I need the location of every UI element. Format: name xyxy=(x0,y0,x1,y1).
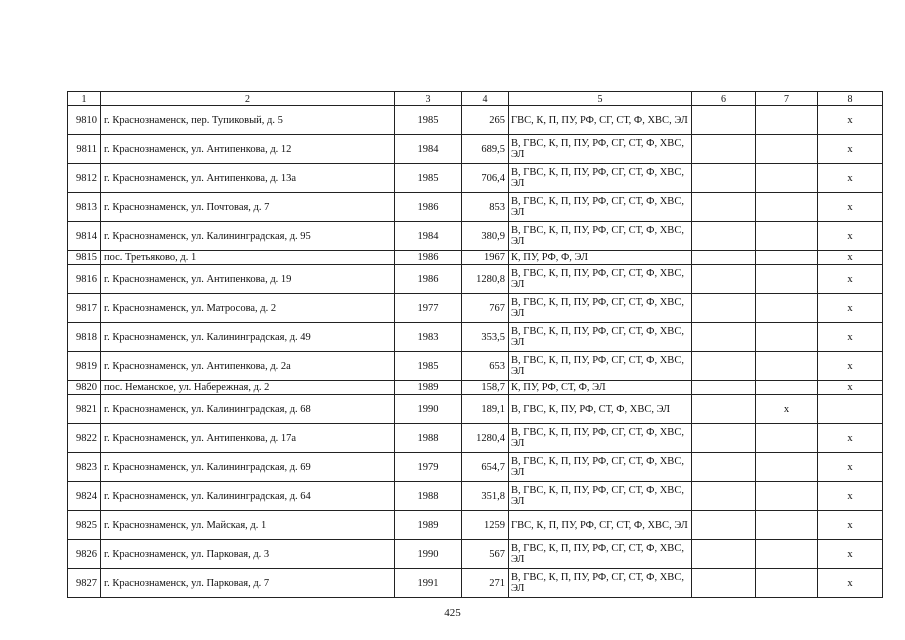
column-7-cell xyxy=(756,569,818,598)
year-cell: 1986 xyxy=(395,251,462,265)
column-7-cell xyxy=(756,482,818,511)
year-cell: 1977 xyxy=(395,294,462,323)
area-cell: 265 xyxy=(462,106,509,135)
area-cell: 380,9 xyxy=(462,222,509,251)
systems-cell: ГВС, К, П, ПУ, РФ, СГ, СТ, Ф, ХВС, ЭЛ xyxy=(509,511,692,540)
column-8-cell: х xyxy=(818,323,883,352)
row-number-cell: 9812 xyxy=(68,164,101,193)
column-7-cell xyxy=(756,352,818,381)
column-8-cell: х xyxy=(818,453,883,482)
column-8-cell: х xyxy=(818,381,883,395)
column-8-cell: х xyxy=(818,222,883,251)
year-cell: 1988 xyxy=(395,482,462,511)
address-cell: г. Краснознаменск, ул. Антипенкова, д. 12 xyxy=(101,135,395,164)
systems-cell: В, ГВС, К, П, ПУ, РФ, СГ, СТ, Ф, ХВС, ЭЛ xyxy=(509,135,692,164)
header-cell-2: 2 xyxy=(101,92,395,106)
address-cell: г. Краснознаменск, ул. Калининградская, д. 64 xyxy=(101,482,395,511)
area-cell: 353,5 xyxy=(462,323,509,352)
column-6-cell xyxy=(692,511,756,540)
column-8-cell: х xyxy=(818,540,883,569)
column-8-cell: х xyxy=(818,424,883,453)
table-row xyxy=(68,294,883,323)
year-cell: 1986 xyxy=(395,265,462,294)
table-row xyxy=(68,453,883,482)
year-cell: 1989 xyxy=(395,381,462,395)
column-7-cell xyxy=(756,424,818,453)
column-7-cell xyxy=(756,294,818,323)
header-cell-7: 7 xyxy=(756,92,818,106)
row-number-cell: 9810 xyxy=(68,106,101,135)
column-8-cell: х xyxy=(818,164,883,193)
systems-cell: В, ГВС, К, П, ПУ, РФ, СГ, СТ, Ф, ХВС, ЭЛ xyxy=(509,352,692,381)
column-7-cell xyxy=(756,164,818,193)
year-cell: 1984 xyxy=(395,135,462,164)
area-cell: 767 xyxy=(462,294,509,323)
column-6-cell xyxy=(692,352,756,381)
address-cell: г. Краснознаменск, ул. Парковая, д. 3 xyxy=(101,540,395,569)
address-cell: г. Краснознаменск, ул. Калининградская, д. 69 xyxy=(101,453,395,482)
area-cell: 853 xyxy=(462,193,509,222)
column-6-cell xyxy=(692,569,756,598)
area-cell: 1280,4 xyxy=(462,424,509,453)
systems-cell: К, ПУ, РФ, СТ, Ф, ЭЛ xyxy=(509,381,692,395)
year-cell: 1985 xyxy=(395,352,462,381)
header-cell-5: 5 xyxy=(509,92,692,106)
address-cell: г. Краснознаменск, ул. Матросова, д. 2 xyxy=(101,294,395,323)
column-8-cell: х xyxy=(818,193,883,222)
column-6-cell xyxy=(692,193,756,222)
row-number-cell: 9817 xyxy=(68,294,101,323)
column-6-cell xyxy=(692,424,756,453)
area-cell: 271 xyxy=(462,569,509,598)
systems-cell: В, ГВС, К, П, ПУ, РФ, СГ, СТ, Ф, ХВС, ЭЛ xyxy=(509,323,692,352)
header-cell-8: 8 xyxy=(818,92,883,106)
year-cell: 1989 xyxy=(395,511,462,540)
area-cell: 1259 xyxy=(462,511,509,540)
header-cell-6: 6 xyxy=(692,92,756,106)
year-cell: 1986 xyxy=(395,193,462,222)
year-cell: 1991 xyxy=(395,569,462,598)
area-cell: 689,5 xyxy=(462,135,509,164)
area-cell: 706,4 xyxy=(462,164,509,193)
address-cell: г. Краснознаменск, ул. Калининградская, д. 95 xyxy=(101,222,395,251)
address-cell: г. Краснознаменск, ул. Антипенкова, д. 19 xyxy=(101,265,395,294)
table-row xyxy=(68,540,883,569)
header-cell-1: 1 xyxy=(68,92,101,106)
column-7-cell xyxy=(756,453,818,482)
table-row xyxy=(68,135,883,164)
column-7-cell xyxy=(756,323,818,352)
column-7-cell xyxy=(756,193,818,222)
column-6-cell xyxy=(692,323,756,352)
area-cell: 189,1 xyxy=(462,395,509,424)
table-row xyxy=(68,106,883,135)
year-cell: 1990 xyxy=(395,395,462,424)
row-number-cell: 9815 xyxy=(68,251,101,265)
systems-cell: В, ГВС, К, П, ПУ, РФ, СГ, СТ, Ф, ХВС, ЭЛ xyxy=(509,265,692,294)
address-cell: г. Краснознаменск, ул. Парковая, д. 7 xyxy=(101,569,395,598)
header-cell-3: 3 xyxy=(395,92,462,106)
area-cell: 1967 xyxy=(462,251,509,265)
column-8-cell: х xyxy=(818,251,883,265)
address-cell: г. Краснознаменск, ул. Калининградская, д. 68 xyxy=(101,395,395,424)
table-body xyxy=(68,92,883,598)
table-row xyxy=(68,511,883,540)
row-number-cell: 9827 xyxy=(68,569,101,598)
address-cell: пос. Неманское, ул. Набережная, д. 2 xyxy=(101,381,395,395)
column-7-cell xyxy=(756,511,818,540)
column-8-cell: х xyxy=(818,511,883,540)
address-cell: г. Краснознаменск, ул. Майская, д. 1 xyxy=(101,511,395,540)
systems-cell: В, ГВС, К, П, ПУ, РФ, СГ, СТ, Ф, ХВС, ЭЛ xyxy=(509,164,692,193)
column-8-cell: х xyxy=(818,569,883,598)
table-row xyxy=(68,395,883,424)
table-row xyxy=(68,222,883,251)
header-row xyxy=(68,92,883,106)
year-cell: 1985 xyxy=(395,164,462,193)
column-6-cell xyxy=(692,453,756,482)
column-6-cell xyxy=(692,106,756,135)
column-7-cell xyxy=(756,222,818,251)
table-row xyxy=(68,569,883,598)
column-8-cell: х xyxy=(818,482,883,511)
row-number-cell: 9818 xyxy=(68,323,101,352)
column-8-cell: х xyxy=(818,294,883,323)
systems-cell: В, ГВС, К, П, ПУ, РФ, СГ, СТ, Ф, ХВС, ЭЛ xyxy=(509,540,692,569)
systems-cell: В, ГВС, К, П, ПУ, РФ, СГ, СТ, Ф, ХВС, ЭЛ xyxy=(509,453,692,482)
column-8-cell: х xyxy=(818,106,883,135)
address-cell: г. Краснознаменск, ул. Почтовая, д. 7 xyxy=(101,193,395,222)
column-8-cell xyxy=(818,395,883,424)
area-cell: 653 xyxy=(462,352,509,381)
systems-cell: В, ГВС, К, П, ПУ, РФ, СГ, СТ, Ф, ХВС, ЭЛ xyxy=(509,482,692,511)
column-8-cell: х xyxy=(818,352,883,381)
address-cell: г. Краснознаменск, ул. Антипенкова, д. 2а xyxy=(101,352,395,381)
column-7-cell xyxy=(756,251,818,265)
column-7-cell xyxy=(756,381,818,395)
address-cell: пос. Третьяково, д. 1 xyxy=(101,251,395,265)
row-number-cell: 9822 xyxy=(68,424,101,453)
area-cell: 351,8 xyxy=(462,482,509,511)
year-cell: 1990 xyxy=(395,540,462,569)
year-cell: 1988 xyxy=(395,424,462,453)
row-number-cell: 9825 xyxy=(68,511,101,540)
systems-cell: В, ГВС, К, П, ПУ, РФ, СГ, СТ, Ф, ХВС, ЭЛ xyxy=(509,222,692,251)
year-cell: 1979 xyxy=(395,453,462,482)
column-6-cell xyxy=(692,482,756,511)
table-row xyxy=(68,352,883,381)
column-7-cell: х xyxy=(756,395,818,424)
table-row xyxy=(68,265,883,294)
row-number-cell: 9811 xyxy=(68,135,101,164)
column-6-cell xyxy=(692,395,756,424)
row-number-cell: 9814 xyxy=(68,222,101,251)
address-cell: г. Краснознаменск, ул. Антипенкова, д. 13а xyxy=(101,164,395,193)
row-number-cell: 9819 xyxy=(68,352,101,381)
column-6-cell xyxy=(692,381,756,395)
systems-cell: В, ГВС, К, П, ПУ, РФ, СГ, СТ, Ф, ХВС, ЭЛ xyxy=(509,193,692,222)
systems-cell: К, ПУ, РФ, Ф, ЭЛ xyxy=(509,251,692,265)
address-cell: г. Краснознаменск, ул. Антипенкова, д. 17а xyxy=(101,424,395,453)
column-8-cell: х xyxy=(818,265,883,294)
column-6-cell xyxy=(692,265,756,294)
header-cell-4: 4 xyxy=(462,92,509,106)
row-number-cell: 9820 xyxy=(68,381,101,395)
table-row xyxy=(68,424,883,453)
column-6-cell xyxy=(692,135,756,164)
systems-cell: В, ГВС, К, ПУ, РФ, СТ, Ф, ХВС, ЭЛ xyxy=(509,395,692,424)
table-row xyxy=(68,482,883,511)
address-cell: г. Краснознаменск, ул. Калининградская, д. 49 xyxy=(101,323,395,352)
row-number-cell: 9823 xyxy=(68,453,101,482)
column-6-cell xyxy=(692,540,756,569)
column-6-cell xyxy=(692,251,756,265)
table-row xyxy=(68,381,883,395)
table-row xyxy=(68,323,883,352)
column-7-cell xyxy=(756,265,818,294)
column-6-cell xyxy=(692,164,756,193)
systems-cell: ГВС, К, П, ПУ, РФ, СГ, СТ, Ф, ХВС, ЭЛ xyxy=(509,106,692,135)
column-7-cell xyxy=(756,540,818,569)
column-7-cell xyxy=(756,106,818,135)
systems-cell: В, ГВС, К, П, ПУ, РФ, СГ, СТ, Ф, ХВС, ЭЛ xyxy=(509,294,692,323)
address-cell: г. Краснознаменск, пер. Тупиковый, д. 5 xyxy=(101,106,395,135)
year-cell: 1983 xyxy=(395,323,462,352)
systems-cell: В, ГВС, К, П, ПУ, РФ, СГ, СТ, Ф, ХВС, ЭЛ xyxy=(509,569,692,598)
table-row xyxy=(68,164,883,193)
row-number-cell: 9824 xyxy=(68,482,101,511)
area-cell: 654,7 xyxy=(462,453,509,482)
area-cell: 158,7 xyxy=(462,381,509,395)
column-6-cell xyxy=(692,294,756,323)
housing-registry-table xyxy=(67,91,883,598)
row-number-cell: 9813 xyxy=(68,193,101,222)
area-cell: 1280,8 xyxy=(462,265,509,294)
column-6-cell xyxy=(692,222,756,251)
systems-cell: В, ГВС, К, П, ПУ, РФ, СГ, СТ, Ф, ХВС, ЭЛ xyxy=(509,424,692,453)
column-7-cell xyxy=(756,135,818,164)
table-row xyxy=(68,193,883,222)
table-row xyxy=(68,251,883,265)
row-number-cell: 9826 xyxy=(68,540,101,569)
row-number-cell: 9816 xyxy=(68,265,101,294)
year-cell: 1985 xyxy=(395,106,462,135)
column-8-cell: х xyxy=(818,135,883,164)
row-number-cell: 9821 xyxy=(68,395,101,424)
year-cell: 1984 xyxy=(395,222,462,251)
area-cell: 567 xyxy=(462,540,509,569)
page-number: 425 xyxy=(444,607,461,619)
